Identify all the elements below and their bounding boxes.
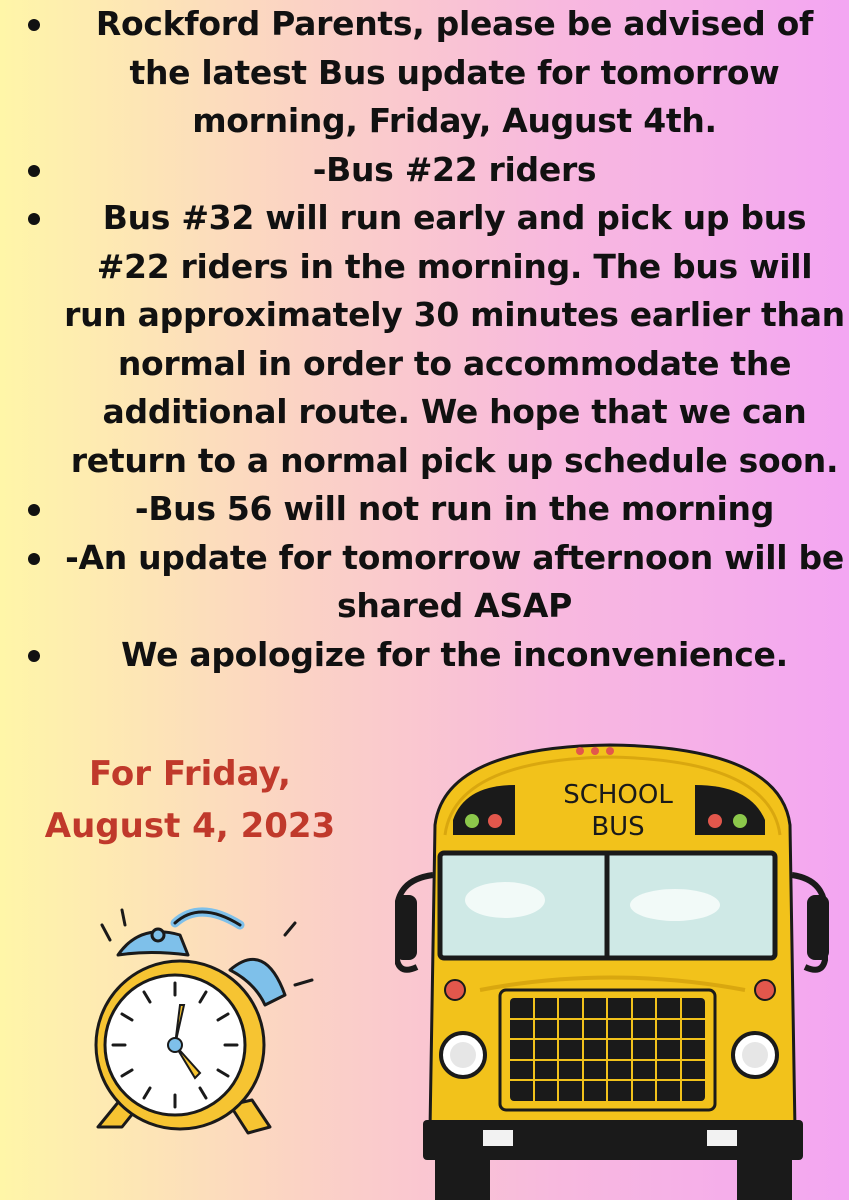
date-heading (30, 748, 350, 852)
bullet-icon (28, 650, 40, 662)
bus-sign-line-2: BUS (591, 812, 645, 842)
list-item: -Bus #22 riders (20, 146, 849, 195)
list-item: -Bus 56 will not run in the morning (20, 485, 849, 534)
alarm-clock-icon (80, 895, 320, 1155)
bullet-icon (28, 213, 40, 225)
list-item: -An update for tomorrow afternoon will be shared ASAP (20, 534, 849, 631)
date-line-2: August 4, 2023 (44, 806, 336, 846)
bullet-icon (28, 504, 40, 516)
bus-sign-line-1: SCHOOL (563, 780, 673, 810)
list-item: We apologize for the inconvenience. (20, 631, 849, 680)
list-item: Bus #32 will run early and pick up bus #22 riders in the morning. The bus will run approximately 30 minutes earlier than normal in order to accommodate the additional route. We hope that we can return to a normal pick up schedule soon. (20, 194, 849, 485)
bullet-icon (28, 165, 40, 177)
bus-update-list (20, 0, 849, 679)
date-line-1: For Friday, (89, 754, 291, 794)
bullet-icon (28, 19, 40, 31)
list-item: Rockford Parents, please be advised of the latest Bus update for tomorrow morning, Friday, August 4th. (20, 0, 849, 146)
bullet-icon (28, 553, 40, 565)
school-bus-illustration (395, 735, 830, 1200)
